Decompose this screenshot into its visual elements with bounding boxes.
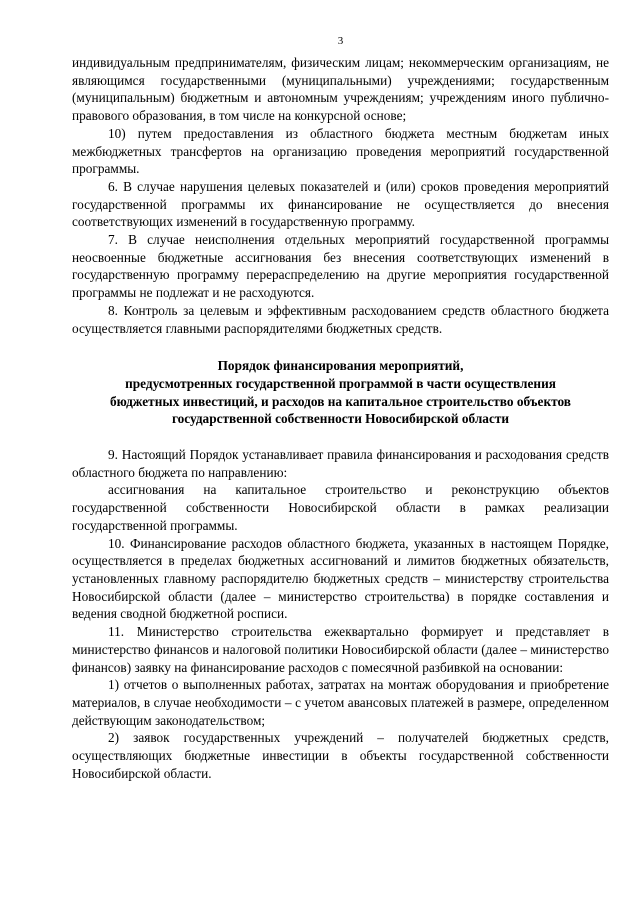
section-heading-line: бюджетных инвестиций, и расходов на капитальное строительство объектов	[110, 393, 571, 409]
paragraph: 8. Контроль за целевым и эффективным расходованием средств областного бюджета осуществляется главными распорядителями бюджетных средств.	[72, 302, 609, 336]
section-heading	[72, 357, 609, 428]
paragraph: индивидуальным предпринимателям, физическим лицам; некоммерческим организациям, не являющимся государственными (муниципальными) учреждениями; государственным (муниципальным) бюджетным и автономным учреждениям; учреждениям иного публично-правового образования, в том числе на конкурсной основе;	[72, 55, 609, 124]
paragraph: 1) отчетов о выполненных работах, затратах на монтаж оборудования и приобретение материалов, в случае необходимости – с учетом авансовых платежей в размере, определенном действующим законодательством;	[72, 677, 609, 728]
document-page	[72, 34, 609, 782]
paragraph: 6. В случае нарушения целевых показателей и (или) сроков проведения мероприятий государственной программы их финансирование не осуществляется до внесения соответствующих изменений в государственную программу.	[72, 178, 609, 230]
paragraphs-top	[72, 54, 609, 337]
paragraph: ассигнования на капитальное строительство и реконструкцию объектов государственной собственности Новосибирской области в рамках реализации государственной программы.	[72, 482, 609, 533]
paragraph: 2) заявок государственных учреждений – получателей бюджетных средств, осуществляющих бюджетные инвестиции в объекты государственной собственности Новосибирской области.	[72, 730, 609, 781]
paragraph: 11. Министерство строительства ежеквартально формирует и представляет в министерство финансов и налоговой политики Новосибирской области (далее – министерство финансов) заявку на финансирование расходов с помесячной разбивкой на основании:	[72, 624, 609, 675]
page-number: 3	[337, 35, 344, 47]
paragraph: 10. Финансирование расходов областного бюджета, указанных в настоящем Порядке, осуществляется в пределах бюджетных ассигнований и лимитов бюджетных обязательств, установленных главному распорядителю бюджетных средств – министерству строительства Новосибирской области (далее – министерство строительства) в порядке составления и ведения сводной бюджетной росписи.	[72, 535, 609, 622]
section-heading-line: предусмотренных государственной программой в части осуществления	[125, 375, 556, 391]
section-heading-line: государственной собственности Новосибирской области	[171, 411, 510, 427]
paragraph: 10) путем предоставления из областного бюджета местным бюджетам иных межбюджетных трансфертов на организацию проведения мероприятий государственной программы.	[72, 125, 609, 177]
paragraphs-bottom	[72, 446, 609, 782]
section-heading-line: Порядок финансирования мероприятий,	[217, 358, 464, 374]
paragraph: 9. Настоящий Порядок устанавливает правила финансирования и расходования средств областного бюджета по направлению:	[72, 447, 609, 480]
paragraph: 7. В случае неисполнения отдельных мероприятий государственной программы неосвоенные бюджетные ассигнования без внесения соответствующих изменений в государственную программу перераспределению на другие мероприятия государственной программы не подлежат и не расходуются.	[72, 232, 609, 301]
